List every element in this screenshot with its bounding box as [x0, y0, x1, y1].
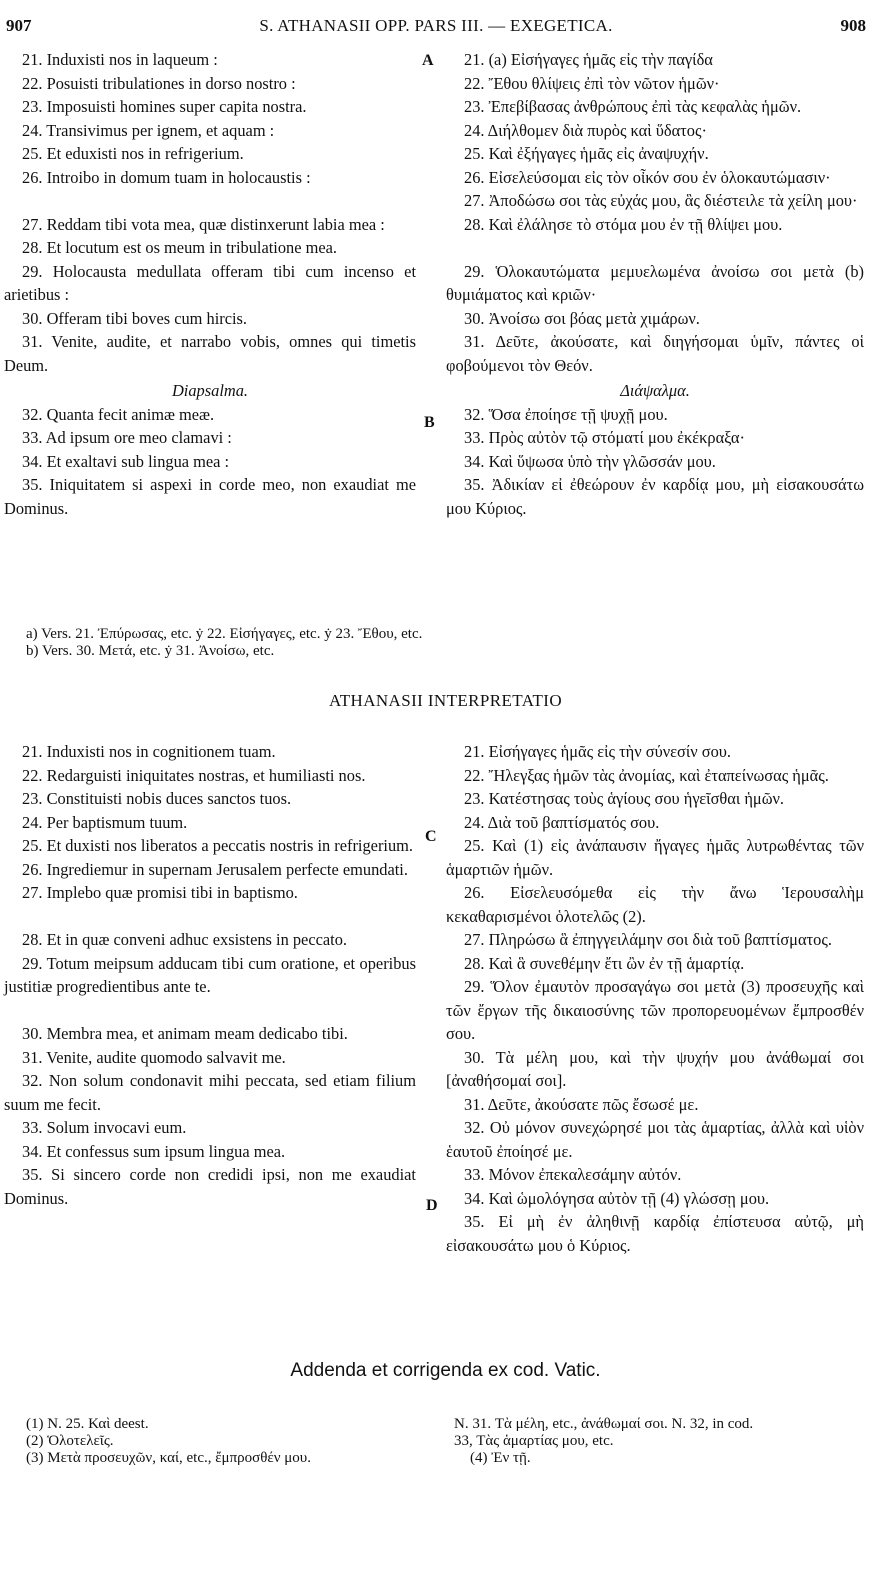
greek-column-1 — [446, 48, 864, 520]
latin-verse: 28. Et locutum est os meum in tribulatione mea. — [22, 238, 338, 257]
greek-column-2 — [446, 740, 864, 1257]
latin-verse: 34. Et exaltavi sub lingua mea : — [22, 451, 230, 471]
greek-verse: 31. Δεῦτε, ἀκούσατε πῶς ἔσωσέ με. — [464, 1094, 699, 1114]
addenda-note: N. 31. Τὰ μέλη, etc., ἀνάθωμαί σοι. N. 32, in cod. — [454, 1416, 754, 1432]
diapsalma-greek: Διάψαλμα. — [620, 381, 690, 400]
interpretatio-title: ATHANASII INTERPRETATIO — [328, 691, 563, 710]
latin-verse: 32. Non solum condonavit mihi peccata, sed etiam filium suum me fecit. — [4, 1071, 416, 1114]
addenda-title: Addenda et corrigenda ex cod. Vatic. — [290, 1360, 601, 1381]
latin-verse: 26. Ingrediemur in supernam Jerusalem perfecte emundati. — [22, 859, 408, 879]
footnotes — [26, 626, 866, 660]
margin-mark-a: A — [422, 52, 434, 69]
addenda-note: (4) Ἐν τῇ. — [470, 1450, 531, 1466]
page-number-right: 908 — [840, 16, 866, 35]
margin-mark-b: B — [424, 414, 435, 431]
latin-verse: 33. Solum invocavi eum. — [22, 1118, 187, 1137]
latin-verse: 25. Et eduxisti nos in refrigerium. — [22, 144, 244, 163]
footnote-b: b) Vers. 30. Μετά, etc. ẏ 31. Ἀνοίσω, etc. — [26, 643, 275, 659]
latin-verse: 27. Reddam tibi vota mea, quæ distinxerunt labia mea : — [22, 214, 385, 234]
latin-verse: 22. Posuisti tribulationes in dorso nostro : — [22, 73, 296, 93]
greek-verse: 28. Καὶ ἐλάλησε τὸ στόμα μου ἐν τῇ θλίψει μου. — [464, 214, 783, 234]
greek-verse: 24. Διὰ τοῦ βαπτίσματός σου. — [464, 812, 660, 832]
greek-verse: 26. Εἰσελευσόμεθα εἰς τὴν ἄνω Ἱερουσαλὴμ κεκαθαρισμένοι ὁλοτελῶς (2). — [446, 883, 864, 926]
addenda-note: (3) Μετὰ προσευχῶν, καί, etc., ἔμπροσθέν μου. — [26, 1450, 311, 1466]
greek-verse: 32. Ὅσα ἐποίησε τῇ ψυχῇ μου. — [464, 404, 668, 424]
addenda-note: (2) Ὁλοτελεῖς. — [26, 1433, 114, 1449]
greek-verse: 27. Ἀποδώσω σοι τὰς εὐχάς μου, ἃς διέστειλε τὰ χείλη μου· — [464, 191, 858, 210]
greek-verse: 31. Δεῦτε, ἀκούσατε, καὶ διηγήσομαι ὑμῖν, πάντες οἱ φοβούμενοι τὸν Θεόν. — [446, 332, 864, 375]
greek-verse: 30. Ἀνοίσω σοι βόας μετὰ χιμάρων. — [464, 308, 700, 328]
latin-verse: 31. Venite, audite quomodo salvavit me. — [22, 1047, 286, 1067]
latin-verse: 23. Imposuisti homines super capita nostra. — [22, 97, 307, 116]
addenda-right — [454, 1416, 866, 1467]
greek-verse: 35. Ἀδικίαν εἰ ἐθεώρουν ἐν καρδίᾳ μου, μὴ εἰσακουσάτω μου Κύριος. — [446, 475, 864, 518]
page-number-left: 907 — [6, 16, 32, 35]
latin-column-2 — [4, 740, 416, 1210]
greek-verse: 29. Ὅλον ἐμαυτὸν προσαγάγω σοι μετὰ (3) προσευχῆς καὶ τῶν ἔργων τῆς δικαιοσύνης τῶν προπορευομένων ἔμπροσθέν σου. — [446, 977, 864, 1043]
addenda-left — [26, 1416, 436, 1467]
latin-verse: 29. Holocausta medullata offeram tibi cum incenso et arietibus : — [4, 261, 416, 304]
greek-verse: 35. Εἰ μὴ ἐν ἀληθινῇ καρδίᾳ ἐπίστευσα αὐτῷ, μὴ εἰσακουσάτω μου ὁ Κύριος. — [446, 1212, 864, 1255]
latin-verse: 27. Implebo quæ promisi tibi in baptismo. — [22, 883, 298, 902]
addenda-note: 33, Τὰς ἁμαρτίας μου, etc. — [454, 1433, 614, 1449]
diapsalma-latin: Diapsalma. — [171, 381, 249, 400]
addenda-note: (1) N. 25. Καὶ deest. — [26, 1416, 149, 1432]
latin-verse: 32. Quanta fecit animæ meæ. — [22, 404, 215, 424]
latin-verse: 25. Et duxisti nos liberatos a peccatis nostris in refrigerium. — [22, 836, 414, 855]
latin-column-1 — [4, 48, 416, 520]
greek-verse: 25. Καὶ (1) εἰς ἀνάπαυσιν ἤγαγες ἡμᾶς λυτρωθέντας τῶν ἁμαρτιῶν ἡμῶν. — [446, 836, 864, 879]
latin-verse: 30. Offeram tibi boves cum hircis. — [22, 308, 248, 328]
latin-verse: 35. Si sincero corde non credidi ipsi, non me exaudiat Dominus. — [4, 1165, 416, 1208]
greek-verse: 25. Καὶ ἐξήγαγες ἡμᾶς εἰς ἀναψυχήν. — [464, 144, 709, 163]
greek-verse: 30. Τὰ μέλη μου, καὶ τὴν ψυχήν μου ἀνάθωμαί σοι [ἀναθήσομαί σοι]. — [446, 1047, 864, 1090]
latin-verse: 23. Constituisti nobis duces sanctos tuos. — [22, 789, 292, 808]
greek-verse: 34. Καὶ ὕψωσα ὑπὸ τὴν γλῶσσάν μου. — [464, 451, 716, 471]
greek-verse: 23. Κατέστησας τοὺς ἁγίους σου ἡγεῖσθαι ἡμῶν. — [464, 789, 785, 808]
latin-verse: 28. Et in quæ conveni adhuc exsistens in peccato. — [22, 930, 348, 949]
greek-verse: 29. Ὁλοκαυτώματα μεμυελωμένα ἀνοίσω σοι μετὰ (b) θυμιάματος καὶ κριῶν· — [446, 261, 864, 304]
latin-verse: 29. Totum meipsum adducam tibi cum oratione, et operibus justitiæ progredientibus ante te. — [4, 953, 416, 996]
margin-mark-c: C — [425, 828, 437, 845]
latin-verse: 24. Transivimus per ignem, et aquam : — [22, 120, 275, 140]
greek-verse: 26. Εἰσελεύσομαι εἰς τὸν οἶκόν σου ἐν ὁλοκαυτώμασιν· — [464, 167, 831, 187]
greek-verse: 23. Ἐπεβίβασας ἀνθρώπους ἐπὶ τὰς κεφαλὰς ἡμῶν. — [464, 97, 802, 116]
running-header — [6, 14, 866, 42]
greek-verse: 21. (a) Εἰσήγαγες ἡμᾶς εἰς τὴν παγίδα — [464, 50, 713, 69]
greek-verse: 24. Διήλθομεν διὰ πυρὸς καὶ ὕδατος· — [464, 120, 707, 140]
latin-verse: 30. Membra mea, et animam meam dedicabo tibi. — [22, 1024, 348, 1043]
greek-verse: 22. Ἤλεγξας ἡμῶν τὰς ἀνομίας, καὶ ἐταπείνωσας ἡμᾶς. — [464, 765, 829, 785]
latin-verse: 33. Ad ipsum ore meo clamavi : — [22, 428, 232, 447]
greek-verse: 22. Ἔθου θλίψεις ἐπὶ τὸν νῶτον ἡμῶν· — [464, 73, 720, 93]
greek-verse: 33. Μόνον ἐπεκαλεσάμην αὐτόν. — [464, 1165, 682, 1184]
latin-verse: 21. Induxisti nos in cognitionem tuam. — [22, 742, 276, 761]
greek-verse: 32. Οὐ μόνον συνεχώρησέ μοι τὰς ἁμαρτίας, ἀλλὰ καὶ υἱὸν ἑαυτοῦ ἐποίησέ με. — [446, 1118, 864, 1161]
latin-verse: 35. Iniquitatem si aspexi in corde meo, non exaudiat me Dominus. — [4, 475, 416, 518]
margin-mark-d: D — [426, 1197, 438, 1214]
greek-verse: 21. Εἰσήγαγες ἡμᾶς εἰς τὴν σύνεσίν σου. — [464, 742, 732, 761]
running-title: S. ATHANASII OPP. PARS III. — EXEGETICA. — [259, 16, 613, 35]
latin-verse: 31. Venite, audite, et narrabo vobis, omnes qui timetis Deum. — [4, 332, 416, 375]
latin-verse: 34. Et confessus sum ipsum lingua mea. — [22, 1141, 286, 1161]
greek-verse: 34. Καὶ ὡμολόγησα αὐτὸν τῇ (4) γλώσσῃ μου. — [464, 1188, 770, 1208]
latin-verse: 22. Redarguisti iniquitates nostras, et humiliasti nos. — [22, 765, 366, 785]
latin-verse: 21. Induxisti nos in laqueum : — [22, 50, 218, 69]
latin-verse: 24. Per baptismum tuum. — [22, 812, 188, 832]
greek-verse: 28. Καὶ ἃ συνεθέμην ἔτι ὢν ἐν τῇ ἁμαρτίᾳ. — [464, 953, 745, 973]
greek-verse: 33. Πρὸς αὐτὸν τῷ στόματί μου ἐκέκραξα· — [464, 428, 745, 447]
latin-verse: 26. Introibo in domum tuam in holocaustis : — [22, 167, 311, 187]
footnote-a: a) Vers. 21. Ἐπύρωσας, etc. ẏ 22. Εἰσήγαγες, etc. ẏ 23. Ἔθου, etc. — [26, 626, 423, 642]
greek-verse: 27. Πληρώσω ἃ ἐπηγγειλάμην σοι διὰ τοῦ βαπτίσματος. — [464, 930, 832, 949]
